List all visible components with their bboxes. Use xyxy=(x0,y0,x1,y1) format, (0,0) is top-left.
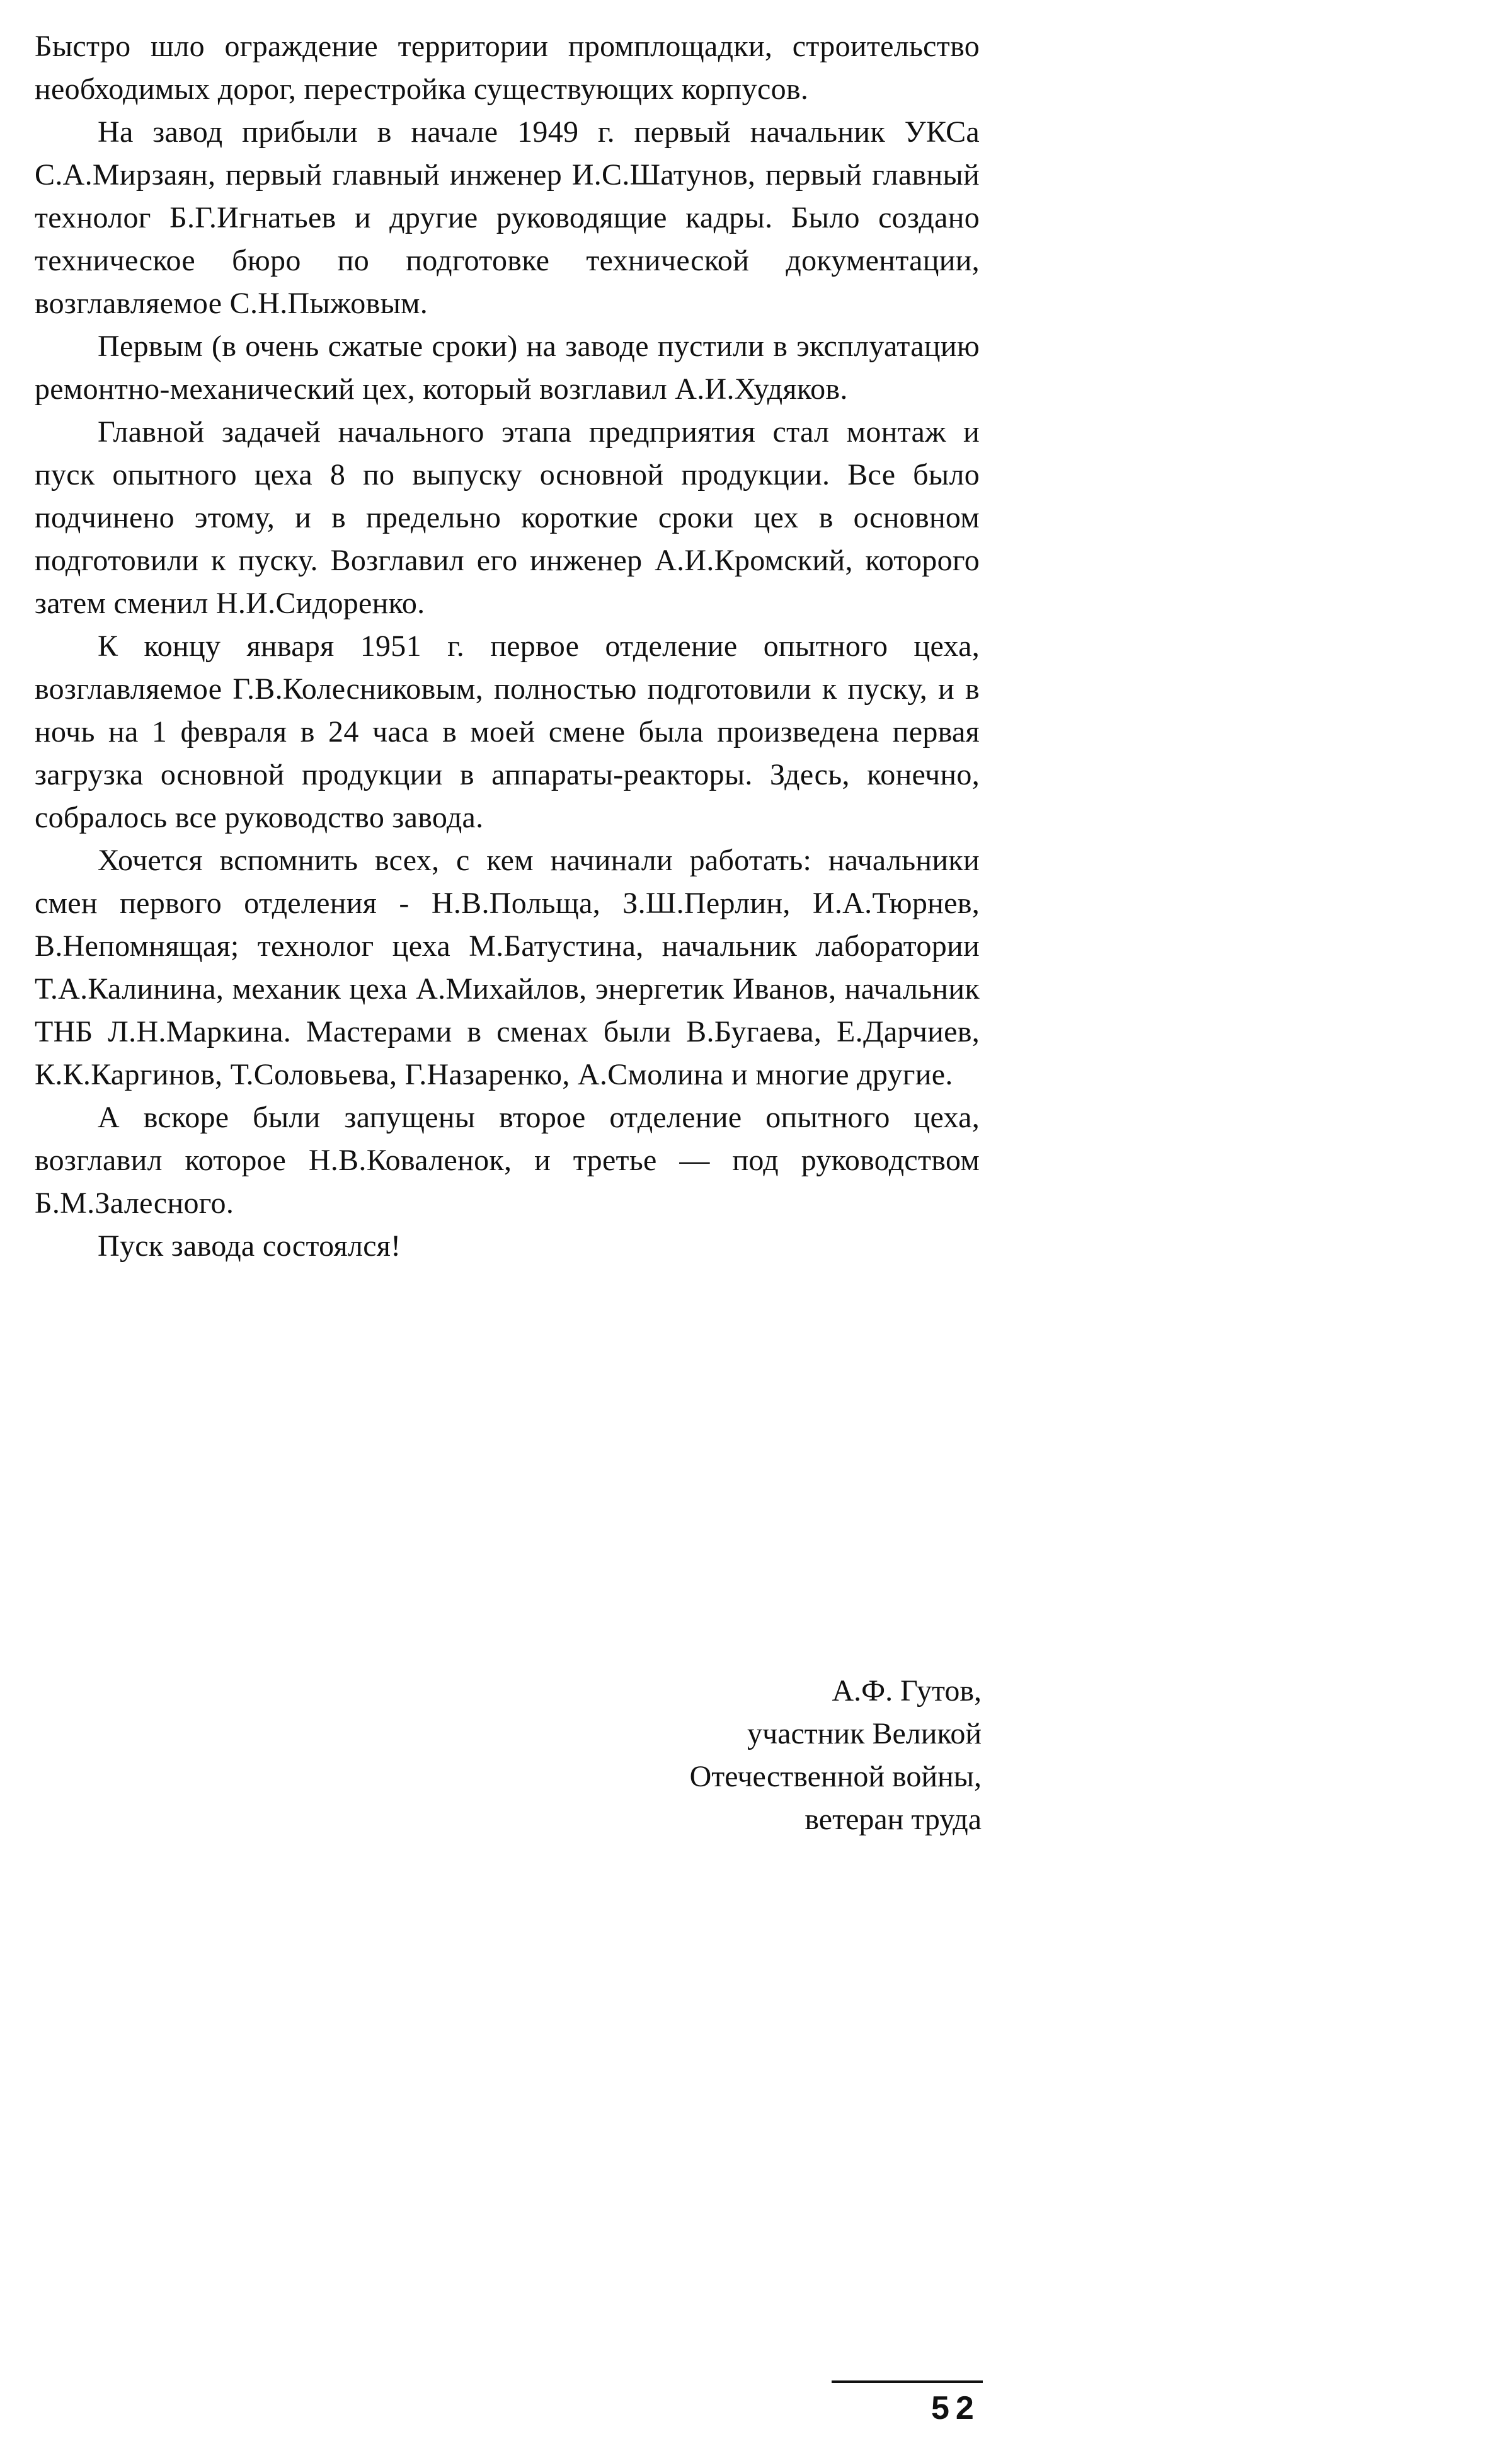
author-signature xyxy=(478,1670,982,1841)
article-body xyxy=(35,25,980,1268)
paragraph-5: К концу января 1951 г. первое отделение опытного цеха, возглавляемое Г.В.Колесниковым, полностью подготовили к пуску, и в ночь на 1 февраля в 24 часа в моей смене была произведена первая загрузка основной продукции в аппараты-реакторы. Здесь, конечно, собралось все руководство завода. xyxy=(35,629,980,834)
paragraph-8: Пуск завода состоялся! xyxy=(98,1229,401,1263)
paragraph-6: Хочется вспомнить всех, с кем начинали работать: начальники смен первого отделения - Н.В.Польща, З.Ш.Перлин, И.А.Тюрнев, В.Непомнящая; технолог цеха М.Батустина, начальник лаборатории Т.А.Калинина, механик цеха А.Михайлов, энергетик Иванов, начальник ТНБ Л.Н.Маркина. Мастерами в сменах были В.Бугаева, Е.Дарчиев, К.К.Каргинов, Т.Соловьева, Г.Назаренко, А.Смолина и многие другие. xyxy=(35,844,980,1091)
paragraph-7: А вскоре были запущены второе отделение опытного цеха, возглавил которое Н.В.Коваленок, и третье — под руководством Б.М.Залесного. xyxy=(35,1101,980,1220)
paragraph-1: Быстро шло ограждение территории промплощадки, строительство необходимых дорог, перестройка существующих корпусов. xyxy=(35,30,980,106)
author-title-line-2: Отечественной войны, xyxy=(689,1760,982,1793)
author-title-line-1: участник Великой xyxy=(747,1717,982,1750)
paragraph-4: Главной задачей начального этапа предприятия стал монтаж и пуск опытного цеха 8 по выпуску основной продукции. Все было подчинено этому, и в предельно короткие сроки цех в основном подготовили к пуску. Возглавил его инженер А.И.Кромский, которого затем сменил Н.И.Сидоренко. xyxy=(35,415,980,620)
paragraph-2: На завод прибыли в начале 1949 г. первый начальник УКСа С.А.Мирзаян, первый главный инженер И.С.Шатунов, первый главный технолог Б.Г.Игнатьев и другие руководящие кадры. Было создано техническое бюро по подготовке технической документации, возглавляемое С.Н.Пыжовым. xyxy=(35,115,980,320)
author-title-line-3: ветеран труда xyxy=(805,1803,982,1836)
footer-divider xyxy=(832,2380,983,2383)
page-number: 52 xyxy=(931,2390,980,2426)
author-name: А.Ф. Гутов, xyxy=(832,1674,982,1708)
paragraph-3: Первым (в очень сжатые сроки) на заводе пустили в эксплуатацию ремонтно-механический цех, который возглавил А.И.Худяков. xyxy=(35,330,980,406)
